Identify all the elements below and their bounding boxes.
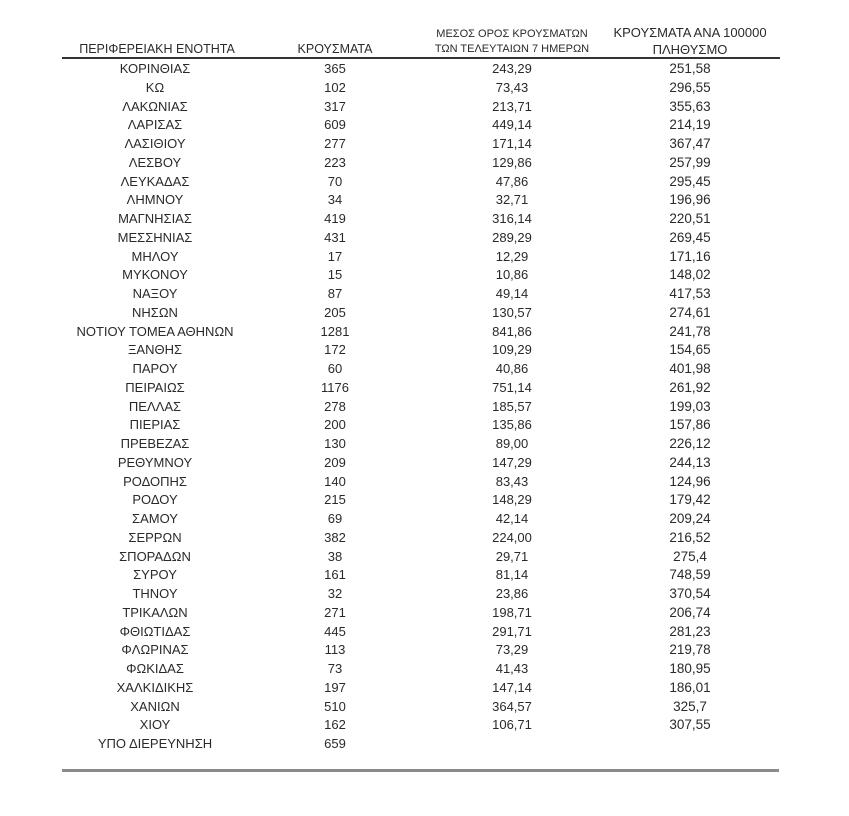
cell-region: ΧΑΛΚΙΔΙΚΗΣ bbox=[116, 679, 194, 695]
cell-region: ΦΛΩΡΙΝΑΣ bbox=[121, 642, 189, 658]
column-header-7day-average-line2: ΤΩΝ ΤΕΛΕΥΤΑΙΩΝ 7 ΗΜΕΡΩΝ bbox=[434, 43, 590, 55]
cell-cases: 223 bbox=[324, 154, 346, 170]
cell-cases-per-100k: 220,51 bbox=[669, 211, 711, 226]
cell-cases-per-100k: 274,61 bbox=[669, 304, 711, 320]
cell-cases: 73 bbox=[327, 661, 343, 676]
cell-7day-average: 289,29 bbox=[492, 229, 532, 245]
cell-cases: 431 bbox=[324, 229, 346, 245]
cell-region: ΞΑΝΘΗΣ bbox=[127, 342, 183, 358]
table-row bbox=[0, 435, 849, 454]
cell-7day-average: 213,71 bbox=[492, 98, 532, 114]
cell-cases: 1176 bbox=[321, 379, 349, 395]
cell-cases-per-100k: 171,16 bbox=[669, 248, 711, 264]
table-row bbox=[0, 679, 849, 698]
cell-cases: 510 bbox=[324, 698, 346, 714]
cell-region: ΣΑΜΟΥ bbox=[132, 511, 178, 526]
cell-cases-per-100k: 214,19 bbox=[669, 117, 711, 133]
cell-cases-per-100k: 325,7 bbox=[673, 698, 707, 714]
table-body bbox=[0, 60, 849, 754]
cell-cases-per-100k: 296,55 bbox=[669, 79, 711, 95]
cell-cases: 382 bbox=[324, 529, 346, 545]
cell-7day-average: 243,29 bbox=[492, 61, 532, 76]
table-row bbox=[0, 341, 849, 360]
cell-cases: 113 bbox=[324, 642, 346, 658]
column-header-7day-average bbox=[412, 27, 612, 57]
cell-region: ΠΕΛΛΑΣ bbox=[128, 398, 182, 414]
cell-cases: 271 bbox=[324, 604, 346, 620]
table-row bbox=[0, 566, 849, 585]
cell-7day-average: 32,71 bbox=[495, 192, 529, 208]
cell-7day-average: 12,29 bbox=[495, 248, 529, 264]
table-row bbox=[0, 454, 849, 473]
cell-region: ΚΩ bbox=[145, 79, 165, 95]
cell-cases-per-100k: 417,53 bbox=[669, 286, 711, 301]
cell-7day-average: 129,86 bbox=[492, 154, 532, 170]
cell-cases-per-100k: 148,02 bbox=[669, 267, 711, 283]
cell-cases-per-100k: 370,54 bbox=[669, 586, 711, 601]
cell-region: ΛΕΥΚΑΔΑΣ bbox=[120, 173, 190, 189]
cell-cases: 197 bbox=[324, 679, 346, 695]
cell-7day-average: 83,43 bbox=[495, 473, 529, 489]
table-row bbox=[0, 360, 849, 379]
cell-region: ΣΕΡΡΩΝ bbox=[128, 529, 182, 545]
cell-region: ΛΕΣΒΟΥ bbox=[128, 154, 182, 170]
cell-7day-average: 40,86 bbox=[495, 361, 529, 376]
table-row bbox=[0, 379, 849, 398]
column-header-cases-per-100k-line1: ΚΡΟΥΣΜΑΤΑ ΑΝΑ 100000 bbox=[613, 25, 767, 40]
cell-cases-per-100k: 241,78 bbox=[669, 323, 711, 339]
cell-cases: 200 bbox=[324, 417, 346, 433]
cell-region: ΜΑΓΝΗΣΙΑΣ bbox=[118, 211, 192, 226]
cell-7day-average: 89,00 bbox=[495, 436, 529, 451]
cell-region: ΛΑΣΙΘΙΟΥ bbox=[124, 136, 186, 151]
cell-cases: 1281 bbox=[320, 323, 350, 339]
cell-region: ΧΑΝΙΩΝ bbox=[130, 698, 180, 714]
cell-cases-per-100k: 295,45 bbox=[669, 173, 711, 189]
cell-cases-per-100k: 219,78 bbox=[669, 642, 711, 658]
cell-region: ΣΥΡΟΥ bbox=[133, 567, 177, 583]
cell-7day-average: 29,71 bbox=[495, 548, 529, 564]
cell-cases-per-100k: 206,74 bbox=[669, 604, 711, 620]
cell-7day-average: 841,86 bbox=[492, 323, 532, 339]
cell-region: ΝΟΤΙΟΥ ΤΟΜΕΑ ΑΘΗΝΩΝ bbox=[76, 323, 234, 339]
cell-7day-average: 109,29 bbox=[492, 342, 532, 358]
cell-7day-average: 185,57 bbox=[492, 398, 532, 414]
cell-cases-per-100k: 180,95 bbox=[669, 661, 711, 676]
cell-7day-average: 224,00 bbox=[492, 529, 532, 545]
cell-7day-average: 81,14 bbox=[495, 567, 529, 583]
cell-cases: 609 bbox=[324, 117, 346, 133]
cell-7day-average: 73,43 bbox=[495, 79, 529, 95]
cell-cases-per-100k: 275,4 bbox=[673, 548, 707, 564]
cell-cases: 172 bbox=[324, 342, 346, 358]
cell-cases: 130 bbox=[324, 436, 346, 451]
table-row bbox=[0, 229, 849, 248]
cell-cases: 32 bbox=[327, 586, 343, 601]
cell-region: ΤΗΝΟΥ bbox=[132, 586, 178, 601]
cell-cases: 17 bbox=[327, 248, 343, 264]
cell-7day-average: 364,57 bbox=[492, 698, 532, 714]
cell-cases: 87 bbox=[327, 286, 343, 301]
table-row bbox=[0, 98, 849, 117]
cell-7day-average: 171,14 bbox=[492, 136, 532, 151]
cell-7day-average: 130,57 bbox=[492, 304, 532, 320]
cell-region: ΝΗΣΩΝ bbox=[132, 304, 178, 320]
cell-region: ΜΗΛΟΥ bbox=[131, 248, 179, 264]
cell-region: ΦΘΙΩΤΙΔΑΣ bbox=[119, 623, 191, 639]
cell-7day-average: 106,71 bbox=[492, 717, 532, 733]
cell-cases-per-100k: 244,13 bbox=[669, 454, 711, 470]
table-row bbox=[0, 660, 849, 679]
cell-7day-average: 47,86 bbox=[495, 173, 529, 189]
table-row bbox=[0, 473, 849, 492]
table-row bbox=[0, 116, 849, 135]
cell-7day-average: 49,14 bbox=[495, 286, 529, 301]
cell-region: ΡΟΔΟΥ bbox=[132, 492, 178, 508]
table-row bbox=[0, 510, 849, 529]
cell-cases-per-100k: 307,55 bbox=[669, 717, 711, 733]
cell-cases: 15 bbox=[327, 267, 343, 283]
cell-cases-per-100k: 367,47 bbox=[669, 136, 711, 151]
cell-cases-per-100k: 251,58 bbox=[669, 61, 711, 76]
cell-cases-per-100k: 157,86 bbox=[669, 417, 711, 433]
table-row bbox=[0, 585, 849, 604]
cell-region: ΚΟΡΙΝΘΙΑΣ bbox=[119, 61, 191, 76]
cell-7day-average: 10,86 bbox=[495, 267, 529, 283]
cell-region: ΦΩΚΙΔΑΣ bbox=[126, 661, 184, 676]
cell-region: ΜΕΣΣΗΝΙΑΣ bbox=[117, 229, 193, 245]
table-bottom-rule bbox=[62, 769, 779, 772]
table-row bbox=[0, 548, 849, 567]
cell-cases: 161 bbox=[324, 567, 346, 583]
table-row bbox=[0, 398, 849, 417]
cell-region: ΝΑΞΟΥ bbox=[132, 286, 178, 301]
header-divider bbox=[62, 57, 780, 59]
table-row bbox=[0, 623, 849, 642]
cell-cases-per-100k: 748,59 bbox=[669, 567, 711, 583]
cell-region: ΧΙΟΥ bbox=[139, 717, 171, 733]
cell-region: ΥΠΟ ΔΙΕΡΕΥΝΗΣΗ bbox=[97, 736, 213, 751]
cell-cases-per-100k: 261,92 bbox=[669, 379, 711, 395]
cell-region: ΣΠΟΡΑΔΩΝ bbox=[119, 548, 191, 564]
table-row bbox=[0, 210, 849, 229]
table-row bbox=[0, 285, 849, 304]
cell-cases-per-100k: 199,03 bbox=[669, 398, 711, 414]
cell-cases-per-100k: 196,96 bbox=[669, 192, 711, 208]
cell-region: ΛΑΚΩΝΙΑΣ bbox=[122, 98, 188, 114]
cell-cases-per-100k: 257,99 bbox=[669, 154, 711, 170]
table-row bbox=[0, 735, 849, 754]
column-header-cases-per-100k bbox=[600, 24, 780, 58]
cell-cases: 278 bbox=[324, 398, 346, 414]
column-header-cases-per-100k-line2: ΠΛΗΘΥΣΜΟ bbox=[652, 42, 728, 57]
cell-cases: 277 bbox=[324, 136, 346, 151]
cell-cases-per-100k: 154,65 bbox=[669, 342, 711, 358]
table-row bbox=[0, 79, 849, 98]
table-row bbox=[0, 529, 849, 548]
cell-region: ΠΡΕΒΕΖΑΣ bbox=[120, 436, 190, 451]
cell-region: ΡΟΔΟΠΗΣ bbox=[123, 473, 187, 489]
cell-cases-per-100k: 186,01 bbox=[669, 679, 711, 695]
cell-7day-average: 147,14 bbox=[492, 679, 532, 695]
cell-7day-average: 198,71 bbox=[492, 604, 532, 620]
cell-7day-average: 449,14 bbox=[492, 117, 532, 133]
cell-cases-per-100k: 281,23 bbox=[669, 623, 711, 639]
cell-cases: 419 bbox=[324, 211, 346, 226]
cell-cases: 162 bbox=[324, 717, 346, 733]
table-row bbox=[0, 60, 849, 79]
table-row bbox=[0, 716, 849, 735]
cell-cases-per-100k: 179,42 bbox=[669, 492, 711, 508]
cell-cases-per-100k: 124,96 bbox=[669, 473, 711, 489]
cell-7day-average: 316,14 bbox=[492, 211, 532, 226]
table-row bbox=[0, 248, 849, 267]
cell-7day-average: 42,14 bbox=[495, 511, 529, 526]
cell-cases: 69 bbox=[327, 511, 343, 526]
table-row bbox=[0, 491, 849, 510]
table-row bbox=[0, 698, 849, 717]
column-header-cases: ΚΡΟΥΣΜΑΤΑ bbox=[297, 42, 373, 56]
cell-7day-average: 23,86 bbox=[495, 586, 529, 601]
cell-cases: 34 bbox=[327, 192, 343, 208]
cell-cases: 365 bbox=[324, 61, 346, 76]
column-header-region: ΠΕΡΙΦΕΡΕΙΑΚΗ ΕΝΟΤΗΤΑ bbox=[79, 42, 235, 56]
table-row bbox=[0, 323, 849, 342]
cell-7day-average: 73,29 bbox=[495, 642, 529, 658]
cell-cases: 102 bbox=[324, 79, 346, 95]
cell-cases-per-100k: 216,52 bbox=[669, 529, 711, 545]
cell-region: ΛΗΜΝΟΥ bbox=[126, 192, 184, 208]
table-row bbox=[0, 191, 849, 210]
cell-cases-per-100k: 269,45 bbox=[669, 229, 711, 245]
cell-region: ΤΡΙΚΑΛΩΝ bbox=[122, 604, 188, 620]
cell-cases: 140 bbox=[324, 473, 346, 489]
cell-cases: 209 bbox=[324, 454, 346, 470]
cell-region: ΛΑΡΙΣΑΣ bbox=[127, 117, 183, 133]
cell-cases: 205 bbox=[324, 304, 346, 320]
cell-7day-average: 751,14 bbox=[492, 379, 532, 395]
cell-cases: 215 bbox=[324, 492, 346, 508]
cell-cases: 38 bbox=[327, 548, 343, 564]
table-row bbox=[0, 135, 849, 154]
cell-region: ΜΥΚΟΝΟΥ bbox=[122, 267, 188, 283]
cell-cases: 445 bbox=[324, 623, 346, 639]
cell-region: ΠΑΡΟΥ bbox=[132, 361, 178, 376]
cell-cases-per-100k: 401,98 bbox=[669, 361, 711, 376]
cell-7day-average: 147,29 bbox=[492, 454, 532, 470]
cell-cases: 317 bbox=[324, 98, 346, 114]
table-row bbox=[0, 416, 849, 435]
table-row bbox=[0, 154, 849, 173]
table-row bbox=[0, 266, 849, 285]
cell-7day-average: 291,71 bbox=[492, 623, 532, 639]
table-row bbox=[0, 641, 849, 660]
cell-region: ΡΕΘΥΜΝΟΥ bbox=[117, 454, 193, 470]
cell-cases: 659 bbox=[324, 736, 346, 751]
cell-cases: 70 bbox=[327, 173, 343, 189]
cell-cases-per-100k: 209,24 bbox=[669, 511, 711, 526]
cell-7day-average: 41,43 bbox=[495, 661, 529, 676]
table-row bbox=[0, 173, 849, 192]
table-row bbox=[0, 604, 849, 623]
cell-region: ΠΕΙΡΑΙΩΣ bbox=[125, 379, 185, 395]
cell-region: ΠΙΕΡΙΑΣ bbox=[129, 417, 181, 433]
cell-cases: 60 bbox=[327, 361, 343, 376]
cell-cases-per-100k: 226,12 bbox=[669, 436, 711, 451]
column-header-7day-average-line1: ΜΕΣΟΣ ΟΡΟΣ ΚΡΟΥΣΜΑΤΩΝ bbox=[436, 28, 588, 40]
table-row bbox=[0, 304, 849, 323]
cell-7day-average: 148,29 bbox=[492, 492, 532, 508]
cell-cases-per-100k: 355,63 bbox=[669, 98, 711, 114]
cell-7day-average: 135,86 bbox=[492, 417, 532, 433]
